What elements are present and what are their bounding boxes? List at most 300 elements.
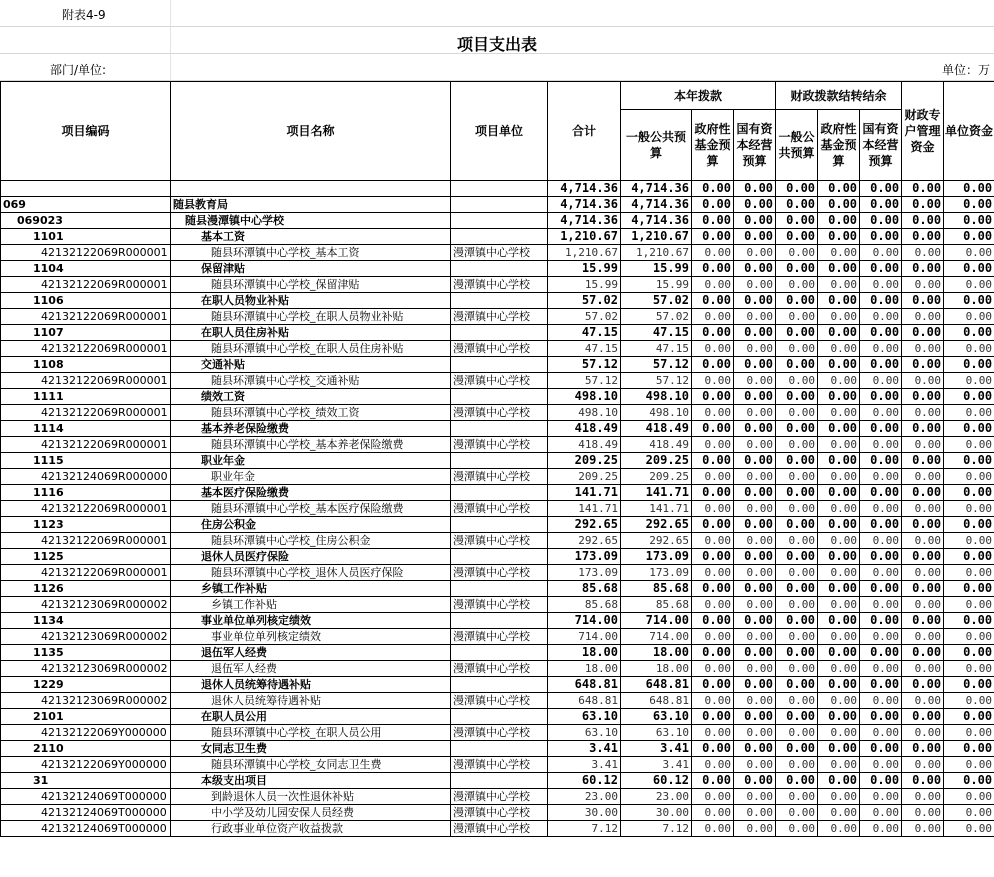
row-code: 42132122069R000001 [1, 373, 171, 389]
row-value: 0.00 [692, 325, 734, 341]
row-value: 0.00 [692, 661, 734, 677]
row-code: 1134 [1, 613, 171, 629]
row-value: 292.65 [548, 517, 621, 533]
row-unit: 漫潭镇中心学校 [451, 405, 548, 421]
row-value: 141.71 [548, 501, 621, 517]
row-value: 0.00 [860, 405, 902, 421]
row-value: 0.00 [692, 213, 734, 229]
row-unit [451, 645, 548, 661]
row-value: 0.00 [944, 485, 994, 501]
row-value: 0.00 [902, 613, 944, 629]
row-value: 0.00 [818, 277, 860, 293]
row-value: 0.00 [692, 581, 734, 597]
row-value: 0.00 [776, 597, 818, 613]
row-value: 15.99 [621, 261, 692, 277]
row-value: 0.00 [860, 821, 902, 837]
row-value: 0.00 [692, 789, 734, 805]
row-name: 在职人员公用 [171, 709, 451, 725]
row-code: 42132122069R000001 [1, 309, 171, 325]
row-value: 0.00 [734, 325, 776, 341]
row-value: 292.65 [621, 533, 692, 549]
row-value: 0.00 [944, 405, 994, 421]
row-value: 0.00 [734, 693, 776, 709]
row-unit [451, 213, 548, 229]
row-code: 42132124069T000000 [1, 821, 171, 837]
row-value: 0.00 [776, 197, 818, 213]
row-value: 0.00 [944, 805, 994, 821]
row-value: 0.00 [902, 597, 944, 613]
row-value: 0.00 [902, 357, 944, 373]
row-value: 57.02 [621, 293, 692, 309]
row-name: 随县环潭镇中心学校_基本医疗保险缴费 [171, 501, 451, 517]
row-value: 292.65 [621, 517, 692, 533]
row-unit: 漫潭镇中心学校 [451, 501, 548, 517]
row-value: 0.00 [902, 565, 944, 581]
table-row [1, 469, 994, 485]
row-value: 0.00 [734, 757, 776, 773]
row-value: 0.00 [818, 773, 860, 789]
row-value: 1,210.67 [548, 245, 621, 261]
row-value: 0.00 [860, 181, 902, 197]
row-value: 0.00 [818, 485, 860, 501]
col-general1-header: 一般公共预算 [621, 110, 692, 181]
row-value: 0.00 [860, 565, 902, 581]
row-value: 0.00 [818, 549, 860, 565]
row-value: 0.00 [860, 485, 902, 501]
row-value: 0.00 [692, 645, 734, 661]
row-value: 30.00 [548, 805, 621, 821]
row-value: 0.00 [776, 581, 818, 597]
row-value: 0.00 [818, 789, 860, 805]
appendix-label: 附表4-9 [62, 8, 106, 22]
row-code: 1114 [1, 421, 171, 437]
row-value: 0.00 [818, 405, 860, 421]
row-code: 1111 [1, 389, 171, 405]
table-row [1, 229, 994, 245]
row-value: 0.00 [692, 421, 734, 437]
row-value: 0.00 [734, 357, 776, 373]
row-value: 0.00 [902, 277, 944, 293]
row-value: 0.00 [944, 261, 994, 277]
table-row [1, 581, 994, 597]
row-value: 0.00 [944, 357, 994, 373]
row-value: 85.68 [548, 597, 621, 613]
row-unit: 漫潭镇中心学校 [451, 469, 548, 485]
row-name: 退休人员统筹待遇补贴 [171, 677, 451, 693]
row-value: 60.12 [621, 773, 692, 789]
row-code: 069 [1, 197, 171, 213]
row-value: 0.00 [902, 757, 944, 773]
row-value: 0.00 [860, 661, 902, 677]
row-code: 42132122069Y000000 [1, 725, 171, 741]
table-row [1, 597, 994, 613]
row-value: 0.00 [692, 389, 734, 405]
row-value: 0.00 [860, 517, 902, 533]
table-row [1, 357, 994, 373]
row-code: 42132122069R000001 [1, 341, 171, 357]
row-name: 住房公积金 [171, 517, 451, 533]
row-value: 15.99 [548, 277, 621, 293]
row-unit [451, 613, 548, 629]
row-value: 0.00 [944, 741, 994, 757]
row-name [171, 181, 451, 197]
row-value: 0.00 [944, 517, 994, 533]
row-value: 0.00 [860, 437, 902, 453]
row-value: 0.00 [944, 677, 994, 693]
col-fund1-header: 政府性基金预算 [692, 110, 734, 181]
row-value: 0.00 [860, 421, 902, 437]
table-header [1, 82, 994, 181]
table-row [1, 453, 994, 469]
row-value: 0.00 [860, 789, 902, 805]
row-value: 0.00 [776, 821, 818, 837]
row-value: 0.00 [692, 405, 734, 421]
row-value: 0.00 [776, 549, 818, 565]
row-unit: 漫潭镇中心学校 [451, 789, 548, 805]
row-unit [451, 261, 548, 277]
row-value: 0.00 [860, 581, 902, 597]
row-value: 0.00 [902, 325, 944, 341]
table-row [1, 181, 994, 197]
row-value: 0.00 [860, 741, 902, 757]
row-value: 0.00 [776, 501, 818, 517]
row-value: 0.00 [734, 181, 776, 197]
row-value: 3.41 [621, 741, 692, 757]
row-value: 57.12 [621, 373, 692, 389]
row-value: 0.00 [818, 213, 860, 229]
row-value: 47.15 [621, 325, 692, 341]
row-value: 0.00 [860, 245, 902, 261]
row-value: 0.00 [944, 645, 994, 661]
row-value: 0.00 [734, 277, 776, 293]
row-value: 0.00 [818, 581, 860, 597]
row-value: 0.00 [902, 421, 944, 437]
row-value: 292.65 [548, 533, 621, 549]
row-unit: 漫潭镇中心学校 [451, 661, 548, 677]
row-name: 退伍军人经费 [171, 645, 451, 661]
row-value: 0.00 [776, 741, 818, 757]
row-value: 0.00 [860, 773, 902, 789]
table-row [1, 549, 994, 565]
table-row [1, 325, 994, 341]
row-code: 1123 [1, 517, 171, 533]
row-value: 4,714.36 [621, 181, 692, 197]
row-value: 0.00 [734, 309, 776, 325]
row-value: 0.00 [944, 197, 994, 213]
row-value: 0.00 [776, 645, 818, 661]
row-value: 0.00 [776, 485, 818, 501]
row-value: 15.99 [548, 261, 621, 277]
row-name: 退伍军人经费 [171, 661, 451, 677]
group-annual-header: 本年拨款 [621, 82, 776, 110]
table-row [1, 245, 994, 261]
row-name: 到龄退休人员一次性退休补贴 [171, 789, 451, 805]
row-name: 随县环潭镇中心学校_交通补贴 [171, 373, 451, 389]
row-code: 1229 [1, 677, 171, 693]
row-value: 0.00 [944, 437, 994, 453]
row-value: 57.02 [548, 309, 621, 325]
row-value: 0.00 [692, 341, 734, 357]
row-value: 23.00 [548, 789, 621, 805]
row-value: 0.00 [860, 549, 902, 565]
row-name: 随县环潭镇中心学校_在职人员住房补贴 [171, 341, 451, 357]
row-value: 0.00 [692, 693, 734, 709]
row-value: 1,210.67 [548, 229, 621, 245]
row-value: 0.00 [860, 693, 902, 709]
row-value: 0.00 [944, 821, 994, 837]
row-value: 4,714.36 [548, 213, 621, 229]
table-row [1, 389, 994, 405]
row-value: 0.00 [776, 773, 818, 789]
row-value: 0.00 [734, 597, 776, 613]
row-value: 0.00 [860, 293, 902, 309]
row-value: 209.25 [621, 453, 692, 469]
row-value: 0.00 [902, 645, 944, 661]
row-value: 0.00 [818, 693, 860, 709]
row-code: 42132122069R000001 [1, 245, 171, 261]
row-value: 57.12 [621, 357, 692, 373]
row-value: 0.00 [734, 805, 776, 821]
row-value: 498.10 [621, 389, 692, 405]
table-row [1, 709, 994, 725]
row-value: 4,714.36 [621, 197, 692, 213]
row-code: 42132122069R000001 [1, 501, 171, 517]
row-value: 498.10 [621, 405, 692, 421]
table-row [1, 293, 994, 309]
row-value: 0.00 [860, 357, 902, 373]
row-value: 209.25 [548, 453, 621, 469]
row-value: 0.00 [734, 677, 776, 693]
row-code [1, 181, 171, 197]
row-value: 0.00 [776, 565, 818, 581]
row-value: 18.00 [548, 661, 621, 677]
row-value: 0.00 [734, 581, 776, 597]
row-value: 3.41 [621, 757, 692, 773]
row-value: 47.15 [548, 341, 621, 357]
row-value: 63.10 [548, 725, 621, 741]
row-value: 173.09 [548, 565, 621, 581]
row-value: 0.00 [818, 325, 860, 341]
row-value: 0.00 [692, 741, 734, 757]
row-unit [451, 581, 548, 597]
col-code-header: 项目编码 [1, 82, 171, 181]
row-name: 随县教育局 [171, 197, 451, 213]
row-value: 0.00 [944, 501, 994, 517]
row-unit [451, 677, 548, 693]
row-value: 0.00 [944, 565, 994, 581]
row-value: 714.00 [548, 613, 621, 629]
row-name: 事业单位单列核定绩效 [171, 613, 451, 629]
row-value: 0.00 [692, 725, 734, 741]
row-value: 0.00 [944, 421, 994, 437]
row-unit: 漫潭镇中心学校 [451, 725, 548, 741]
row-value: 18.00 [621, 661, 692, 677]
row-name: 随县环潭镇中心学校_绩效工资 [171, 405, 451, 421]
row-value: 0.00 [734, 517, 776, 533]
row-value: 0.00 [692, 293, 734, 309]
row-value: 15.99 [621, 277, 692, 293]
row-value: 0.00 [944, 757, 994, 773]
row-value: 0.00 [692, 357, 734, 373]
row-value: 0.00 [734, 341, 776, 357]
row-name: 基本养老保险缴费 [171, 421, 451, 437]
row-value: 0.00 [776, 613, 818, 629]
row-value: 0.00 [692, 773, 734, 789]
row-value: 0.00 [902, 821, 944, 837]
row-value: 0.00 [734, 229, 776, 245]
col-state2-header: 国有资本经营预算 [860, 110, 902, 181]
row-value: 0.00 [902, 469, 944, 485]
row-value: 0.00 [902, 693, 944, 709]
row-value: 0.00 [860, 213, 902, 229]
table-body [1, 181, 994, 837]
row-unit: 漫潭镇中心学校 [451, 693, 548, 709]
row-value: 0.00 [860, 805, 902, 821]
row-name: 中小学及幼儿园安保人员经费 [171, 805, 451, 821]
row-value: 0.00 [818, 357, 860, 373]
table-row [1, 277, 994, 293]
row-value: 0.00 [860, 645, 902, 661]
row-value: 0.00 [860, 229, 902, 245]
row-value: 0.00 [860, 277, 902, 293]
row-value: 0.00 [902, 373, 944, 389]
row-value: 0.00 [944, 293, 994, 309]
row-value: 0.00 [734, 469, 776, 485]
col-unit-header: 项目单位 [451, 82, 548, 181]
row-value: 0.00 [902, 517, 944, 533]
page-title: 项目支出表 [456, 35, 537, 54]
table-row [1, 261, 994, 277]
row-unit: 漫潭镇中心学校 [451, 533, 548, 549]
row-value: 0.00 [692, 629, 734, 645]
row-value: 0.00 [902, 293, 944, 309]
row-value: 0.00 [944, 245, 994, 261]
row-value: 0.00 [776, 389, 818, 405]
row-value: 0.00 [776, 533, 818, 549]
row-name: 随县漫潭镇中心学校 [171, 213, 451, 229]
row-value: 0.00 [944, 581, 994, 597]
table-row [1, 565, 994, 581]
row-unit: 漫潭镇中心学校 [451, 245, 548, 261]
row-value: 0.00 [818, 757, 860, 773]
row-value: 0.00 [776, 261, 818, 277]
row-value: 0.00 [692, 437, 734, 453]
row-value: 0.00 [902, 485, 944, 501]
row-value: 0.00 [818, 229, 860, 245]
row-name: 乡镇工作补贴 [171, 597, 451, 613]
row-value: 4,714.36 [548, 197, 621, 213]
expenditure-table [0, 81, 994, 837]
row-value: 1,210.67 [621, 245, 692, 261]
row-value: 0.00 [734, 773, 776, 789]
row-value: 0.00 [902, 309, 944, 325]
row-name: 随县环潭镇中心学校_在职人员物业补贴 [171, 309, 451, 325]
row-value: 0.00 [902, 709, 944, 725]
row-value: 0.00 [776, 181, 818, 197]
row-value: 0.00 [734, 373, 776, 389]
row-value: 0.00 [734, 709, 776, 725]
row-value: 0.00 [944, 597, 994, 613]
row-name: 女同志卫生费 [171, 741, 451, 757]
row-value: 0.00 [776, 629, 818, 645]
row-value: 7.12 [548, 821, 621, 837]
row-value: 0.00 [692, 261, 734, 277]
row-value: 0.00 [860, 613, 902, 629]
row-name: 随县环潭镇中心学校_基本工资 [171, 245, 451, 261]
row-value: 0.00 [692, 677, 734, 693]
table-row [1, 485, 994, 501]
row-value: 714.00 [548, 629, 621, 645]
row-value: 0.00 [902, 581, 944, 597]
table-row [1, 421, 994, 437]
row-name: 保留津贴 [171, 261, 451, 277]
row-value: 0.00 [944, 693, 994, 709]
row-code: 42132123069R000002 [1, 597, 171, 613]
row-value: 0.00 [692, 805, 734, 821]
row-name: 本级支出项目 [171, 773, 451, 789]
row-value: 0.00 [692, 229, 734, 245]
row-unit [451, 293, 548, 309]
row-value: 0.00 [776, 229, 818, 245]
row-value: 0.00 [776, 325, 818, 341]
table-row [1, 757, 994, 773]
col-own-header: 单位资金 [944, 82, 994, 181]
row-unit [451, 325, 548, 341]
row-code: 42132122069R000001 [1, 437, 171, 453]
row-value: 30.00 [621, 805, 692, 821]
row-value: 0.00 [944, 277, 994, 293]
table-row [1, 789, 994, 805]
row-code: 1107 [1, 325, 171, 341]
row-value: 0.00 [776, 213, 818, 229]
row-value: 0.00 [902, 533, 944, 549]
row-value: 0.00 [776, 757, 818, 773]
row-value: 714.00 [621, 629, 692, 645]
row-value: 0.00 [692, 309, 734, 325]
row-name: 乡镇工作补贴 [171, 581, 451, 597]
row-value: 498.10 [548, 405, 621, 421]
row-value: 0.00 [776, 341, 818, 357]
row-value: 0.00 [818, 245, 860, 261]
row-value: 0.00 [734, 565, 776, 581]
row-value: 0.00 [776, 469, 818, 485]
row-value: 0.00 [902, 805, 944, 821]
row-unit: 漫潭镇中心学校 [451, 597, 548, 613]
row-value: 57.12 [548, 373, 621, 389]
row-value: 60.12 [548, 773, 621, 789]
row-value: 648.81 [548, 693, 621, 709]
row-value: 85.68 [621, 597, 692, 613]
row-value: 141.71 [621, 501, 692, 517]
row-value: 0.00 [902, 789, 944, 805]
row-code: 2110 [1, 741, 171, 757]
table-row [1, 309, 994, 325]
row-value: 209.25 [621, 469, 692, 485]
row-name: 随县环潭镇中心学校_退休人员医疗保险 [171, 565, 451, 581]
row-value: 0.00 [944, 453, 994, 469]
row-value: 0.00 [776, 805, 818, 821]
row-value: 0.00 [734, 725, 776, 741]
row-value: 0.00 [860, 629, 902, 645]
col-total-header: 合计 [548, 82, 621, 181]
row-value: 0.00 [818, 421, 860, 437]
row-value: 47.15 [621, 341, 692, 357]
row-value: 4,714.36 [621, 213, 692, 229]
row-unit: 漫潭镇中心学校 [451, 757, 548, 773]
row-value: 85.68 [548, 581, 621, 597]
row-code: 1115 [1, 453, 171, 469]
row-unit: 漫潭镇中心学校 [451, 629, 548, 645]
